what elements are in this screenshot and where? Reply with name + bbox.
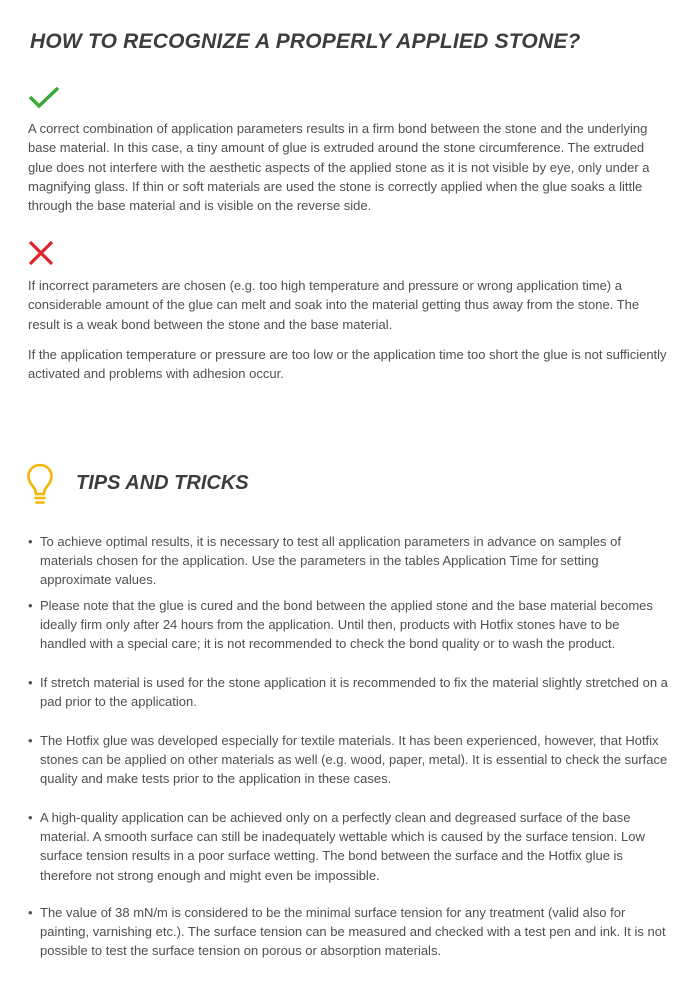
incorrect-application-text: If incorrect parameters are chosen (e.g. too high temperature and pressure or wrong application time) a considerable amount of the glue can melt and soak into the material getting thus away from the stone. The result is a weak bond between the stone and the base material.	[28, 278, 640, 332]
tip-item: • If stretch material is used for the stone application it is recommended to fix the material slightly stretched on a pad prior to the application.	[28, 673, 668, 711]
checkmark-icon	[28, 86, 60, 110]
page-title: HOW TO RECOGNIZE A PROPERLY APPLIED STONE?	[30, 30, 581, 53]
tip-item: • A high-quality application can be achieved only on a perfectly clean and degreased surface of the base material. A smooth surface can still be inadequately wettable which is caused by the surface tension. Low surface tension results in a poor surface wetting. The bond between the surface and the Hotfix glue is therefore not strong enough and might even be impossible.	[28, 808, 668, 885]
low-activation-text: If the application temperature or pressure are too low or the application time too short the glue is not sufficiently activated and problems with adhesion occur.	[28, 347, 667, 382]
cross-icon	[28, 240, 54, 266]
tip-item: • To achieve optimal results, it is necessary to test all application parameters in advance on samples of materials chosen for the application. Use the parameters in the tables Application Time for setting approximate values.	[28, 532, 668, 590]
correct-application-text: A correct combination of application parameters results in a firm bond between the stone and the underlying base material. In this case, a tiny amount of glue is extruded around the stone circumference. The extruded glue does not interfere with the aesthetic aspects of the applied stone as it is not visible by eye, only under a magnifying glass. If thin or soft materials are used the stone is correctly applied when the glue soaks a little through the base material and is visible on the reverse side.	[28, 121, 650, 214]
tips-title: TIPS AND TRICKS	[76, 472, 249, 494]
tip-item: • Please note that the glue is cured and the bond between the applied stone and the base material becomes ideally firm only after 24 hours from the application. Until then, products with Hotfix stones have to be handled with a special care; it is not recommended to check the bond quality or to wash the product.	[28, 596, 668, 654]
tip-item: • The Hotfix glue was developed especially for textile materials. It has been experienced, however, that Hotfix stones can be applied on other materials as well (e.g. wood, paper, metal). It is essential to check the surface quality and make tests prior to the application in these cases.	[28, 731, 668, 789]
lightbulb-icon	[26, 462, 54, 506]
tip-item: • The value of 38 mN/m is considered to be the minimal surface tension for any treatment (valid also for painting, varnishing etc.). The surface tension can be measured and checked with a test pen and ink. It is not possible to test the surface tension on porous or absorption materials.	[28, 903, 668, 961]
